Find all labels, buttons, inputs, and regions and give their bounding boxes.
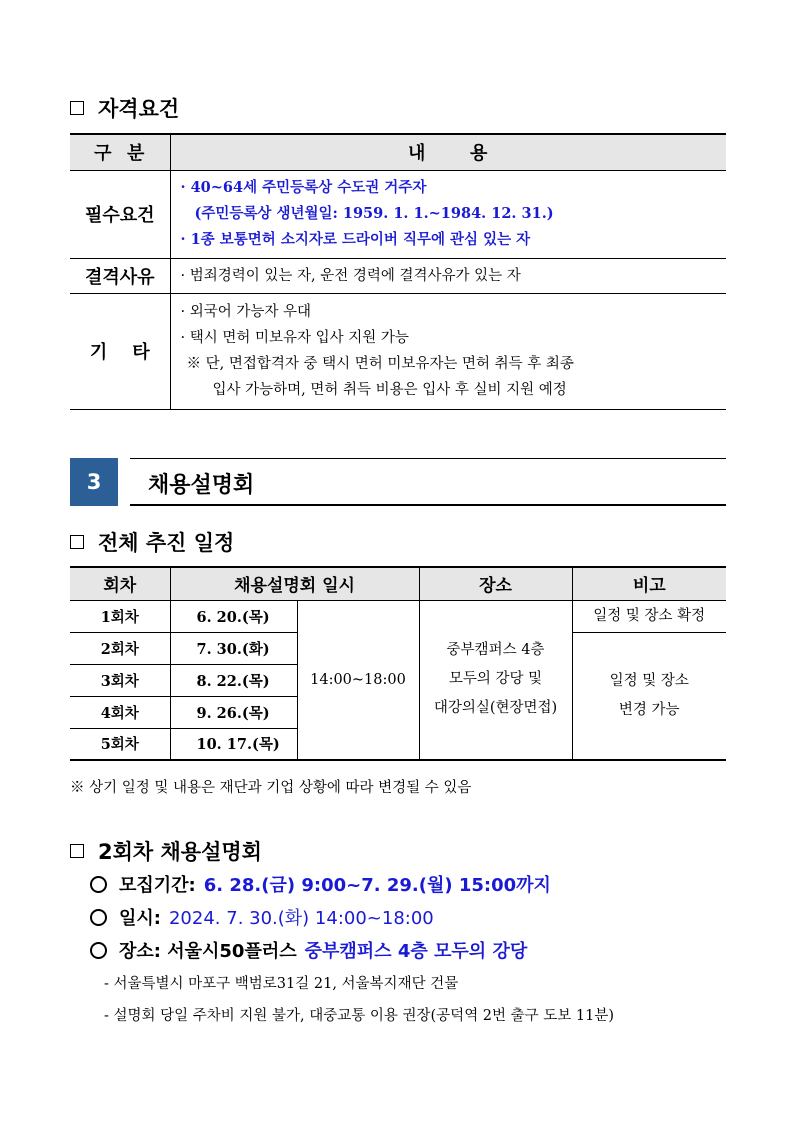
circle-bullet-icon — [90, 876, 107, 893]
schedule-heading-text: 전체 추진 일정 — [98, 531, 235, 555]
disqualification-label: 결격사유 — [70, 258, 170, 293]
round-cell: 4회차 — [70, 696, 170, 728]
other-line-note: ※ 단, 면접합격자 중 택시 면허 미보유자는 면허 취득 후 최종 — [186, 356, 574, 372]
date-cell: 8. 22.(목) — [170, 664, 297, 696]
table-row — [70, 600, 726, 632]
section-banner — [70, 458, 726, 506]
disqualification-content: · 범죄경력이 있는 자, 운전 경력에 결격사유가 있는 자 — [170, 258, 726, 293]
column-header-place: 장소 — [419, 567, 572, 600]
event-date-value: 2024. 7. 30.(화) 14:00~18:00 — [168, 908, 434, 929]
place-line: 중부캠퍼스 4층 — [446, 642, 545, 659]
parking-transport-detail: - 설명회 당일 주차비 지원 불가, 대중교통 이용 권장(공덕역 2번 출구 도보 11분) — [104, 1008, 615, 1024]
column-header-note: 비고 — [572, 567, 726, 600]
date-cell: 6. 20.(목) — [170, 600, 297, 632]
note-cell: 일정 및 장소 확정 — [572, 600, 726, 632]
table-row — [70, 258, 726, 293]
date-cell: 7. 30.(화) — [170, 632, 297, 664]
note-line: 일정 및 장소 — [609, 672, 689, 689]
place-address-detail: - 서울특별시 마포구 백범로31길 21, 서울복지재단 건물 — [104, 976, 459, 992]
date-cell: 10. 17.(목) — [170, 728, 297, 760]
table-header-row — [70, 567, 726, 600]
section-number: 3 — [70, 458, 118, 506]
table-row — [70, 293, 726, 409]
required-line-birthdate: (주민등록상 생년월일: 1959. 1. 1.~1984. 12. 31.) — [194, 205, 554, 222]
schedule-heading — [70, 527, 234, 557]
qualifications-heading — [70, 93, 179, 123]
required-line-age: · 40~64세 주민등록상 수도권 거주자 — [180, 179, 427, 196]
other-label: 기 타 — [70, 293, 170, 409]
recruit-period-item — [90, 871, 551, 897]
event-place-value: 중부캠퍼스 4층 모두의 강당 — [304, 941, 528, 962]
round-cell: 2회차 — [70, 632, 170, 664]
circle-bullet-icon — [90, 942, 107, 959]
time-cell: 14:00~18:00 — [297, 600, 419, 760]
other-line-taxi-license: · 택시 면허 미보유자 입사 지원 가능 — [180, 330, 409, 346]
place-line: 대강의실(현장면접) — [433, 700, 558, 717]
note-line: 변경 가능 — [618, 701, 680, 718]
round-cell: 1회차 — [70, 600, 170, 632]
event-date-label: 일시: — [119, 908, 161, 929]
required-content — [170, 170, 726, 258]
place-line: 모두의 강당 및 — [448, 671, 543, 688]
column-header-round: 회차 — [70, 567, 170, 600]
session2-heading — [70, 836, 262, 866]
column-header-category: 구 분 — [70, 134, 170, 170]
checkbox-square-icon — [70, 535, 84, 549]
banner-bottom-rule — [130, 504, 726, 506]
qualifications-heading-text: 자격요건 — [98, 97, 180, 121]
note-cell — [572, 632, 726, 760]
other-content — [170, 293, 726, 409]
schedule-table — [70, 566, 726, 761]
section-title: 채용설명회 — [148, 473, 255, 498]
qualifications-table — [70, 133, 726, 410]
event-place-label: 장소: 서울시50플러스 — [119, 941, 297, 962]
banner-top-rule — [130, 458, 726, 459]
required-line-license: · 1종 보통면허 소지자로 드라이버 직무에 관심 있는 자 — [180, 231, 531, 248]
session2-heading-text: 2회차 채용설명회 — [98, 840, 262, 864]
table-header-row — [70, 134, 726, 170]
recruit-period-value: 6. 28.(금) 9:00~7. 29.(월) 15:00까지 — [203, 875, 551, 896]
column-header-content: 내 용 — [170, 134, 726, 170]
column-header-datetime: 채용설명회 일시 — [170, 567, 419, 600]
place-cell — [419, 600, 572, 760]
schedule-footnote: ※ 상기 일정 및 내용은 재단과 기업 상황에 따라 변경될 수 있음 — [70, 780, 472, 796]
event-place-item — [90, 937, 527, 963]
circle-bullet-icon — [90, 909, 107, 926]
round-cell: 5회차 — [70, 728, 170, 760]
round-cell: 3회차 — [70, 664, 170, 696]
checkbox-square-icon — [70, 101, 84, 115]
event-date-item — [90, 904, 434, 930]
checkbox-square-icon — [70, 844, 84, 858]
required-label: 필수요건 — [70, 170, 170, 258]
recruit-period-label: 모집기간: — [119, 875, 196, 896]
table-row — [70, 170, 726, 258]
date-cell: 9. 26.(목) — [170, 696, 297, 728]
other-line-note-cont: 입사 가능하며, 면허 취득 비용은 입사 후 실비 지원 예정 — [212, 382, 567, 398]
other-line-language: · 외국어 가능자 우대 — [180, 304, 311, 320]
